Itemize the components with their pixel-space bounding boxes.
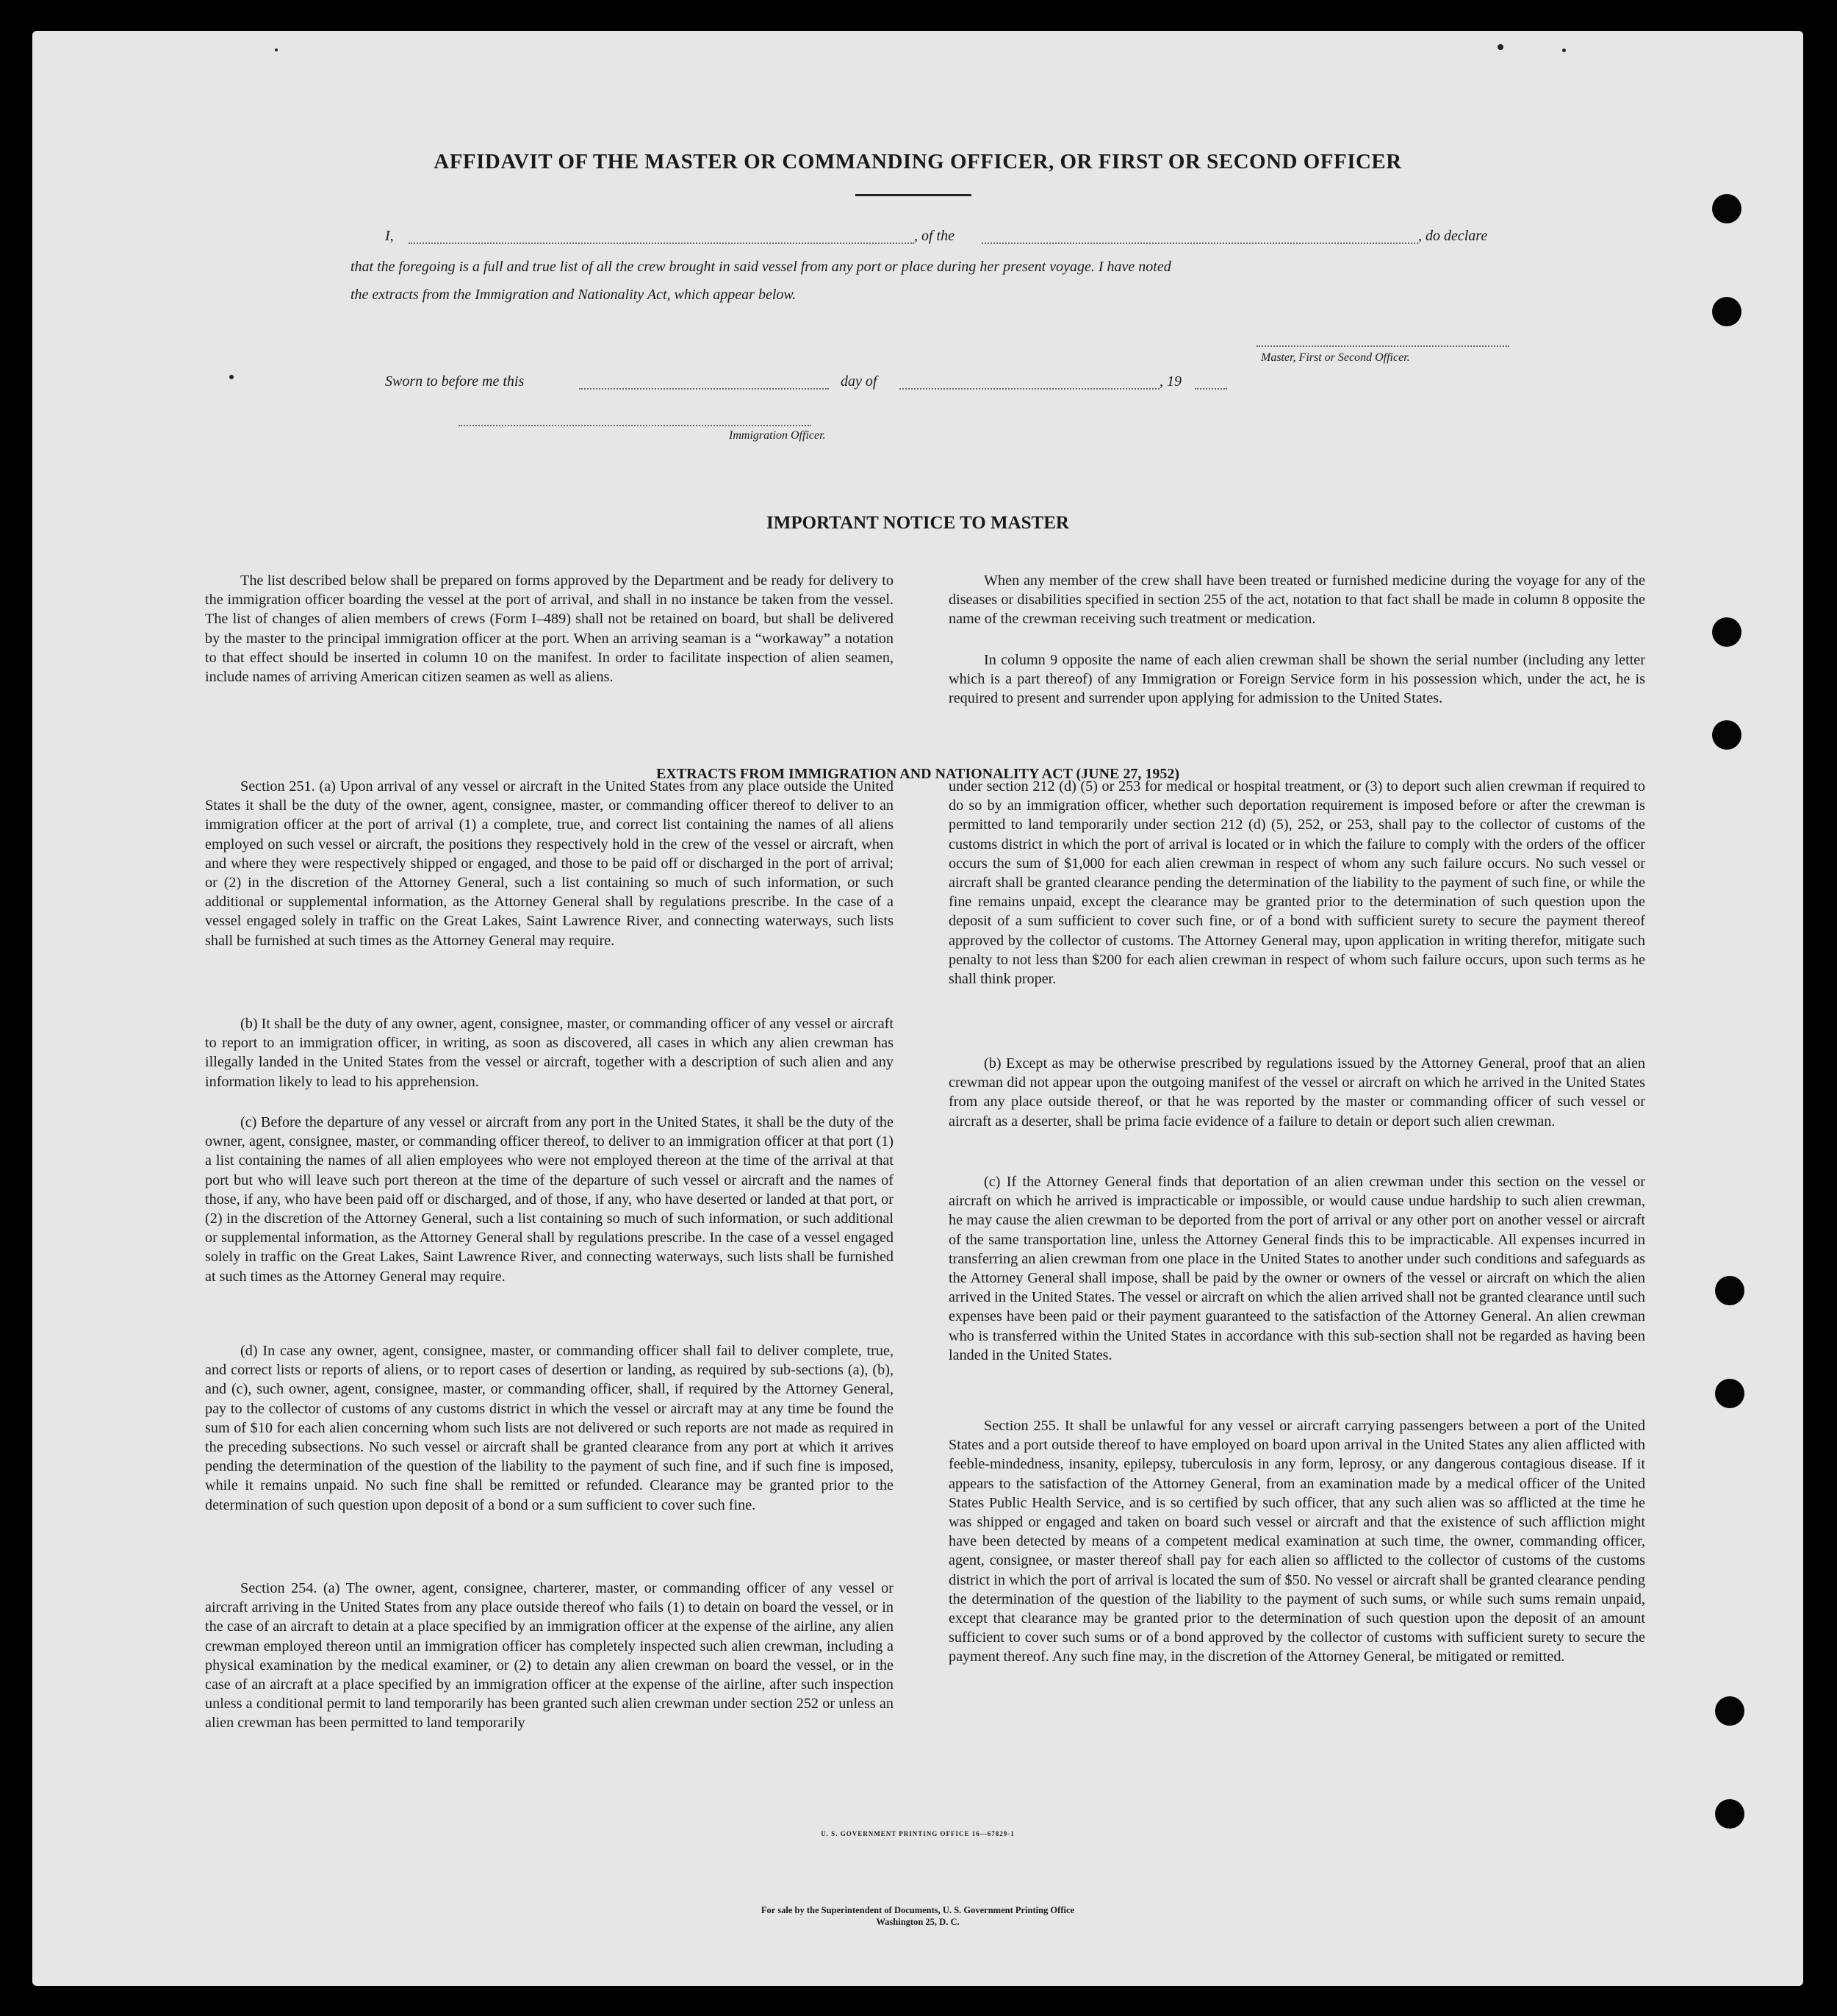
sworn-day-field[interactable]: [579, 388, 829, 390]
name-field[interactable]: [409, 243, 914, 244]
immigration-officer-signature-field[interactable]: [459, 425, 811, 426]
sworn-year-field[interactable]: [1195, 388, 1227, 390]
master-signature-label: Master, First or Second Officer.: [1261, 351, 1410, 364]
year-label: , 19: [1160, 373, 1182, 390]
section-251a: Section 251. (a) Upon arrival of any vessel or aircraft in the United States from any place outside the United States it shall be the duty of the owner, agent, consignee, master, or commanding officer thereof to deliver to an immigration officer at the port of arrival (1) a complete, true, and correct list containing the names of all aliens employed on such vessel or aircraft, the positions they respectively hold in the crew of the vessel or aircraft, when and where they were respectively shipped or engaged, and those to be paid off or discharged in the port of arrival; or (2) in the discretion of the Attorney General, such a list containing so much of such information, or such additional or supplemental information, as the Attorney General shall by regulations prescribe. In the case of a vessel engaged solely in traffic on the Great Lakes, Saint Lawrence River, and connecting waterways, such lists shall be furnished at such times as the Attorney General may require.: [205, 778, 894, 949]
punch-hole: [1715, 1696, 1744, 1726]
of-the-label: , of the: [914, 228, 955, 244]
scan-speck: [1562, 49, 1566, 52]
scan-speck: [1498, 44, 1503, 50]
vessel-field[interactable]: [982, 243, 1418, 244]
notice-right-paragraph-1: When any member of the crew shall have been treated or furnished medicine during the voyage for any of the diseases or disabilities specified in section 255 of the act, notation to that fact shall be made in column 8 opposite the name of the crewman receiving such treatment or medication.: [949, 573, 1645, 628]
form-page: [32, 31, 1803, 1986]
sale-notice: [32, 1904, 1803, 1928]
sworn-label: Sworn to before me this: [385, 373, 525, 390]
master-signature-field[interactable]: [1257, 345, 1509, 347]
do-declare-label: , do declare: [1418, 228, 1488, 244]
sale-notice-line2: Washington 25, D. C.: [876, 1917, 960, 1927]
printing-office-mark: U. S. GOVERNMENT PRINTING OFFICE 16—67829-1: [821, 1830, 1015, 1837]
extracts-title: EXTRACTS FROM IMMIGRATION AND NATIONALITY ACT (JUNE 27, 1952): [655, 766, 1180, 782]
section-254b: (b) Except as may be otherwise prescribed by regulations issued by the Attorney General, proof that an alien crewman did not appear upon the outgoing manifest of the vessel or aircraft on which he arrived in the United States from any place outside thereof, or that he was reported by the master or commanding officer of such vessel or aircraft as a deserter, shall be prima facie evidence of a failure to detain or deport such alien crewman.: [949, 1055, 1645, 1130]
immigration-officer-label: Immigration Officer.: [729, 429, 826, 442]
punch-hole: [1712, 720, 1741, 750]
punch-hole: [1712, 617, 1741, 647]
section-255: Section 255. It shall be unlawful for any vessel or aircraft carrying passengers between a port of the United States and a port outside thereof to have employed on board upon arrival in the United States any alien afflicted with feeble-mindedness, insanity, epilepsy, tuberculosis in any form, leprosy, or any dangerous contagious disease. If it appears to the satisfaction of the Attorney General, from an examination made by a medical officer of the United States Public Health Service, and is so certified by such officer, that any such alien was so afflicted at the time he was shipped or engaged and taken on board such vessel or aircraft and that the existence of such affliction might have been detected by means of a competent medical examination at such time, the owner, commanding officer, agent, consignee, or master thereof shall pay for each alien so afflicted to the collector of customs of the customs district in which the port of arrival is located the sum of $50. No vessel or aircraft shall be granted clearance pending the determination of the question of the liability to the payment of such sums, or while such sums remain unpaid, except that clearance may be granted prior to the determination of such question upon the deposit of an amount sufficient to cover such sums or of a bond approved by the collector of customs with sufficient surety to secure the payment thereof. Any such fine may, in the discretion of the Attorney General, be mitigated or remitted.: [949, 1418, 1645, 1665]
i-label: I,: [385, 228, 394, 244]
sworn-month-field[interactable]: [899, 388, 1160, 390]
notice-left-paragraph: The list described below shall be prepared on forms approved by the Department and be ready for delivery to the immigration officer boarding the vessel at the port of arrival, and shall in no instance be taken from the vessel. The list of changes of alien members of crews (Form I–489) shall not be retained on board, but shall be delivered by the master to the principal immigration officer at the port. When an arriving seaman is a “workaway” a notation to that effect should be inserted in column 10 on the manifest. In order to facilitate inspection of alien seamen, include names of arriving American citizen seamen as well as aliens.: [205, 573, 894, 686]
section-254c: (c) If the Attorney General finds that deportation of an alien crewman under this section on the vessel or aircraft on which he arrived is impracticable or impossible, or would cause undue hardship to such alien crewman, he may cause the alien crewman to be deported from the port of arrival or any other port on another vessel or aircraft of the same transportation line, unless the Attorney General finds this to be impracticable. All expenses incurred in transferring an alien crewman from one place in the United States to another under such conditions and safeguards as the Attorney General shall impose, shall be paid by the owner or owners of the vessel or aircraft on which the alien arrived in the United States. The vessel or aircraft on which the alien arrived shall not be granted clearance until such expenses have been paid or their payment guaranteed to the satisfaction of the Attorney General. An alien crewman who is transferred within the United States in accordance with this sub-section shall not be regarded as having been landed in the United States.: [949, 1174, 1645, 1363]
punch-hole: [1715, 1379, 1744, 1408]
notice-right-paragraph-2: In column 9 opposite the name of each alien crewman shall be shown the serial number (including any letter which is a part thereof) of any Immigration or Foreign Service form in his possession which, under the act, he is required to present and surrender upon applying for admission to the United States.: [949, 652, 1645, 707]
scan-speck: [229, 375, 234, 379]
declaration-statement-line1: that the foregoing is a full and true list of all the crew brought in said vessel from any port or place during her present voyage. I have noted: [350, 259, 1171, 275]
section-254a: Section 254. (a) The owner, agent, consignee, charterer, master, or commanding officer of any vessel or aircraft arriving in the United States from any place outside thereof who fails (1) to detain on board the vessel, or in the case of an aircraft to detain at a place specified by an immigration officer at the expense of the airline, any alien crewman employed thereon until an immigration officer has completely inspected such alien crewman, including a physical examination by the medical examiner, or (2) to detain any alien crewman on board the vessel, or in the case of an aircraft at a place specified by an immigration officer at the expense of the airline, after such inspection unless a conditional permit to land temporarily has been granted such alien crewman under section 252 or unless an alien crewman has been permitted to land temporarily: [205, 1580, 894, 1732]
section-254a-continued: under section 212 (d) (5) or 253 for medical or hospital treatment, or (3) to deport such alien crewman if required to do so by an immigration officer, whether such deportation requirement is imposed before or after the crewman is permitted to land temporarily under section 212 (d) (5), 252, or 253, shall pay to the collector of customs of the customs district in which the port of arrival is located or in which the failure to comply with the orders of the officer occurs the sum of $1,000 for each alien crewman in respect of whom any such failure occurs. No such vessel or aircraft shall be granted clearance pending the determination of the liability to the payment of such fine, or while the fine remains unpaid, except the clearance may be granted prior to the determination of such question upon the deposit of a sum sufficient to cover such fine, or of a bond with sufficient surety to secure the payment thereof approved by the collector of customs. The Attorney General may, upon application in writing therefor, mitigate such penalty to not less than $200 for each alien crewman in respect of whom such failure occurs, upon such terms as he shall think proper.: [949, 778, 1645, 988]
sale-notice-line1: For sale by the Superintendent of Documents, U. S. Government Printing Office: [761, 1905, 1075, 1915]
notice-title: IMPORTANT NOTICE TO MASTER: [766, 513, 1069, 533]
declaration-statement-line2: the extracts from the Immigration and Nationality Act, which appear below.: [350, 287, 797, 303]
section-251b: (b) It shall be the duty of any owner, agent, consignee, master, or commanding officer of any vessel or aircraft to report to an immigration officer, in writing, as soon as discovered, all cases in which any alien crewman has illegally landed in the United States from the vessel or aircraft, together with a description of such alien and any information likely to lead to his apprehension.: [205, 1016, 894, 1090]
punch-hole: [1715, 1799, 1744, 1829]
punch-hole: [1712, 297, 1741, 326]
title-rule: [855, 194, 971, 196]
day-of-label: day of: [841, 373, 877, 390]
section-251d: (d) In case any owner, agent, consignee, master, or commanding officer shall fail to deliver complete, true, and correct lists or reports of aliens, or to report cases of desertion or landing, as required by sub-sections (a), (b), and (c), such owner, agent, consignee, master, or commanding officer, shall, if required by the Attorney General, pay to the collector of customs of any customs district in which the vessel or aircraft may at any time be found the sum of $10 for each alien concerning whom such lists are not delivered or such reports are not made as required in the preceding subsections. No such vessel or aircraft shall be granted clearance from any port at which it arrives pending the determination of the question of the liability to the payment of such fine, and if such fine is imposed, while it remains unpaid. No such fine shall be remitted or refunded. Clearance may be granted prior to the determination of such question upon deposit of a bond or a sum sufficient to cover such fine.: [205, 1343, 894, 1513]
section-251c: (c) Before the departure of any vessel or aircraft from any port in the United States, it shall be the duty of the owner, agent, consignee, master, or commanding officer thereof, to deliver to an immigration officer at that port (1) a list containing the names of all alien employees who were not employed thereon at the time of the arrival at that port but who will leave such port thereon at the time of the departure of such vessel or aircraft and the names of those, if any, who have been paid off or discharged, and of those, if any, who have deserted or landed at that port, or (2) in the discretion of the Attorney General, such a list containing so much of such information, or such additional or supplemental information, as the Attorney General shall by regulations prescribe. In the case of a vessel engaged solely in traffic on the Great Lakes, Saint Lawrence River, and connecting waterways, such lists shall be furnished at such times as the Attorney General may require.: [205, 1114, 894, 1285]
punch-hole: [1712, 194, 1741, 223]
affidavit-title: AFFIDAVIT OF THE MASTER OR COMMANDING OFFICER, OR FIRST OR SECOND OFFICER: [434, 150, 1402, 173]
punch-hole: [1715, 1276, 1744, 1305]
scan-speck: [275, 49, 278, 51]
